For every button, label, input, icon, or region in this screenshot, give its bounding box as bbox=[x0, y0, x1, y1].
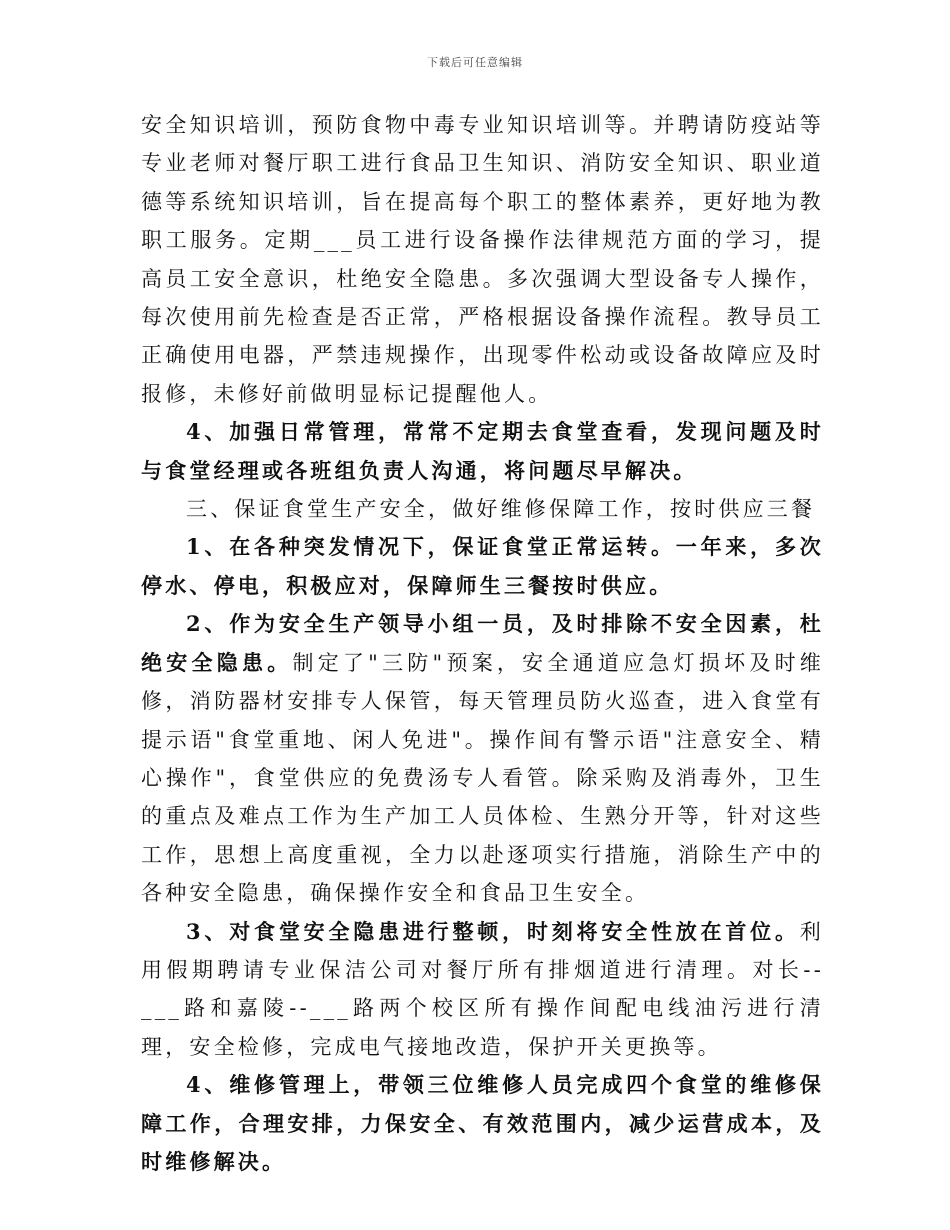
paragraph-text: 利用假期聘请专业保洁公司对餐厅所有排烟道进行清理。对长--___路和嘉陵--___路两个校区所有操作间配电线油污进行清理，安全检修，完成电气接地改造，保护开关更换等。 bbox=[141, 919, 824, 1059]
paragraph-text: 制定了"三防"预案，安全通道应急灯损坏及时维修，消防器材安排专人保管，每天管理员防火巡查，进入食堂有提示语"食堂重地、闲人免进"。操作间有警示语"注意安全、精心操作"，食堂供应的免费汤专人看管。除采购及消毒外，卫生的重点及难点工作为生产加工人员体检、生熟分开等，针对这些工作，思想上高度重视，全力以赴逐项实行措施，消除生产中的各种安全隐患，确保操作安全和食品卫生安全。 bbox=[141, 650, 825, 906]
paragraph-emergency bbox=[141, 528, 824, 605]
paragraph-hazard-rectification bbox=[141, 913, 824, 1067]
paragraph-continued bbox=[141, 106, 824, 413]
section-heading bbox=[141, 490, 824, 528]
page-header: 下载后可任意编辑 bbox=[427, 56, 523, 69]
paragraph-daily-management bbox=[141, 413, 824, 490]
paragraph-bold-lead: 3、对食堂安全隐患进行整顿，时刻将安全性放在首位。 bbox=[186, 918, 800, 944]
paragraph-safety-group bbox=[141, 605, 824, 912]
paragraph-bold-lead: 4、维修管理上，带领三位维修人员完成四个食堂的维修保障工作，合理安排，力保安全、有效范围内，减少运营成本，及时维修解决。 bbox=[141, 1072, 824, 1174]
paragraph-maintenance bbox=[141, 1066, 824, 1181]
paragraph-bold-lead: 4、加强日常管理，常常不定期去食堂查看，发现问题及时与食堂经理或各班组负责人沟通，将问题尽早解决。 bbox=[141, 419, 824, 483]
document-body bbox=[141, 106, 824, 1181]
section-heading-text: 三、保证食堂生产安全，做好维修保障工作，按时供应三餐 bbox=[186, 497, 816, 522]
paragraph-bold-lead: 2、作为安全生产领导小组一员，及时排除不安全因素，杜绝安全隐患。 bbox=[141, 611, 824, 675]
paragraph-bold-lead: 1、在各种突发情况下，保证食堂正常运转。一年来，多次停水、停电，积极应对，保障师生三餐按时供应。 bbox=[141, 534, 824, 598]
paragraph-text: 安全知识培训，预防食物中毒专业知识培训等。并聘请防疫站等专业老师对餐厅职工进行食品卫生知识、消防安全知识、职业道德等系统知识培训，旨在提高每个职工的整体素养，更好地为教职工服务。定期___员工进行设备操作法律规范方面的学习，提高员工安全意识，杜绝安全隐患。多次强调大型设备专人操作，每次使用前先检查是否正常，严格根据设备操作流程。教导员工正确使用电器，严禁违规操作，出现零件松动或设备故障应及时报修，未修好前做明显标记提醒他人。 bbox=[141, 113, 824, 406]
